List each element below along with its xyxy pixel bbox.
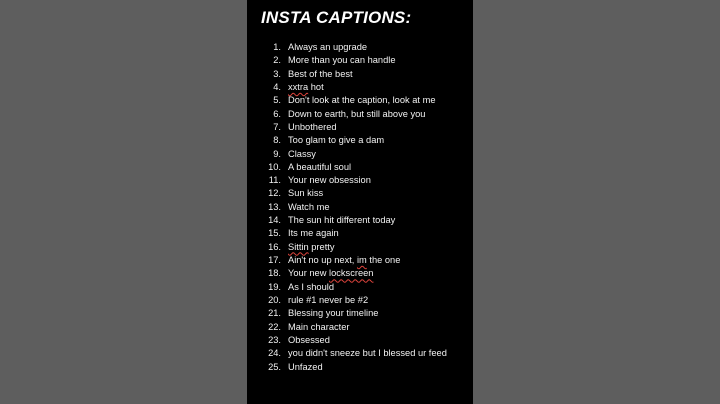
spellcheck-flagged-word: im — [356, 255, 367, 265]
list-item-text — [288, 347, 447, 360]
list-item-text — [288, 134, 384, 147]
list-item-text — [288, 267, 373, 280]
caption-text-segment: Unbothered — [288, 121, 337, 132]
list-item-text — [288, 307, 378, 320]
page-title: INSTA CAPTIONS: — [261, 8, 412, 27]
list-item-number: 3. — [273, 68, 281, 79]
caption-text-segment: Ain't no up next, — [288, 255, 357, 265]
caption-text-segment: The sun hit different today — [288, 215, 396, 226]
list-item-number: 5. — [273, 95, 281, 106]
list-item-number: 8. — [273, 135, 281, 146]
list-item — [261, 68, 447, 81]
caption-text-segment: Blessing your timeline — [288, 308, 379, 319]
caption-text-segment: you didn't sneeze but I blessed ur feed — [288, 348, 447, 359]
list-item-number: 20. — [268, 294, 281, 305]
list-item-text — [288, 321, 350, 334]
caption-text-segment: Watch me — [288, 201, 330, 212]
list-item — [261, 201, 447, 214]
spellcheck-flagged-word: xxtra — [288, 81, 309, 92]
list-item — [261, 267, 447, 280]
list-item-text — [288, 361, 323, 374]
list-item-number: 1. — [273, 42, 281, 52]
list-item — [261, 148, 447, 161]
caption-text-segment: hot — [308, 81, 324, 92]
list-item-number: 21. — [268, 308, 281, 319]
list-item-number: 15. — [268, 228, 281, 239]
caption-text-segment: Down to earth, but still above you — [288, 108, 426, 119]
list-item — [261, 161, 447, 174]
caption-text-segment: Your new — [288, 268, 330, 279]
caption-text-segment: Obsessed — [288, 334, 330, 345]
list-item — [261, 121, 447, 134]
caption-text-segment: Unfazed — [288, 361, 323, 372]
list-item — [261, 134, 447, 147]
list-item — [261, 94, 447, 107]
list-item — [261, 307, 447, 320]
list-item-text — [288, 187, 323, 200]
caption-text-segment: Don't look at the caption, look at me — [288, 95, 436, 106]
list-item-text — [288, 294, 368, 307]
caption-text-segment: Sun kiss — [288, 188, 324, 199]
list-item — [261, 227, 447, 240]
list-item — [261, 41, 447, 54]
caption-text-segment: As I should — [288, 281, 334, 292]
list-item-number: 18. — [268, 268, 281, 279]
list-item-number: 4. — [273, 81, 281, 92]
list-item-number: 12. — [268, 188, 281, 199]
list-item-number: 9. — [273, 148, 281, 159]
list-item-text — [288, 227, 339, 240]
list-item-text — [288, 334, 330, 347]
list-item — [261, 281, 447, 294]
list-item — [261, 294, 447, 307]
list-item-number: 22. — [268, 321, 281, 332]
list-item-text — [288, 281, 334, 294]
list-item-number: 13. — [268, 201, 281, 212]
list-item — [261, 334, 447, 347]
list-item — [261, 108, 447, 121]
list-item-text — [288, 121, 337, 134]
list-item — [261, 347, 447, 360]
list-item — [261, 214, 447, 227]
list-item-text — [288, 54, 396, 67]
list-item-number: 11. — [268, 175, 281, 186]
list-item-number: 14. — [268, 215, 281, 226]
caption-panel — [247, 0, 473, 404]
list-item-text — [288, 81, 324, 94]
list-item-number: 17. — [268, 255, 281, 265]
list-item-number: 25. — [268, 361, 281, 372]
list-item-number: 24. — [268, 348, 281, 359]
list-item-text — [288, 214, 395, 227]
caption-text-segment: Your new obsession — [288, 175, 371, 186]
list-item-number: 7. — [273, 121, 281, 132]
caption-text-segment: the one — [366, 255, 401, 265]
list-item — [261, 321, 447, 334]
list-item-text — [288, 174, 371, 187]
caption-text-segment: Best of the best — [288, 68, 353, 79]
caption-list — [261, 41, 447, 374]
spellcheck-flagged-word: Sittin — [288, 241, 309, 252]
caption-text-segment: Main character — [288, 321, 350, 332]
list-item-text — [288, 41, 367, 54]
list-item-text — [288, 68, 353, 81]
caption-text-segment: Its me again — [288, 228, 339, 239]
list-item-number: 2. — [273, 55, 281, 66]
list-item-text — [288, 161, 351, 174]
caption-text-segment: More than you can handle — [288, 55, 396, 66]
spellcheck-flagged-word: lockscreen — [329, 268, 374, 279]
list-item-text — [288, 254, 400, 267]
list-item — [261, 174, 447, 187]
caption-text-segment: Classy — [288, 148, 316, 159]
caption-text-segment: Too glam to give a dam — [288, 135, 385, 146]
list-item-text — [288, 108, 425, 121]
caption-text-segment: rule #1 never be #2 — [288, 294, 369, 305]
list-item-number: 16. — [268, 241, 281, 252]
list-item-number: 23. — [268, 334, 281, 345]
list-item-number: 10. — [268, 161, 281, 172]
list-item-text — [288, 148, 316, 161]
list-item — [261, 187, 447, 200]
list-item — [261, 241, 447, 254]
list-item-number: 6. — [273, 108, 281, 119]
list-item — [261, 254, 447, 267]
caption-text-segment: pretty — [308, 241, 335, 252]
list-item — [261, 81, 447, 94]
list-item-text — [288, 94, 436, 107]
caption-text-segment: A beautiful soul — [288, 161, 352, 172]
list-item-text — [288, 241, 335, 254]
list-item — [261, 361, 447, 374]
list-item — [261, 54, 447, 67]
caption-text-segment: Always an upgrade — [288, 42, 368, 52]
list-item-number: 19. — [268, 281, 281, 292]
list-item-text — [288, 201, 330, 214]
